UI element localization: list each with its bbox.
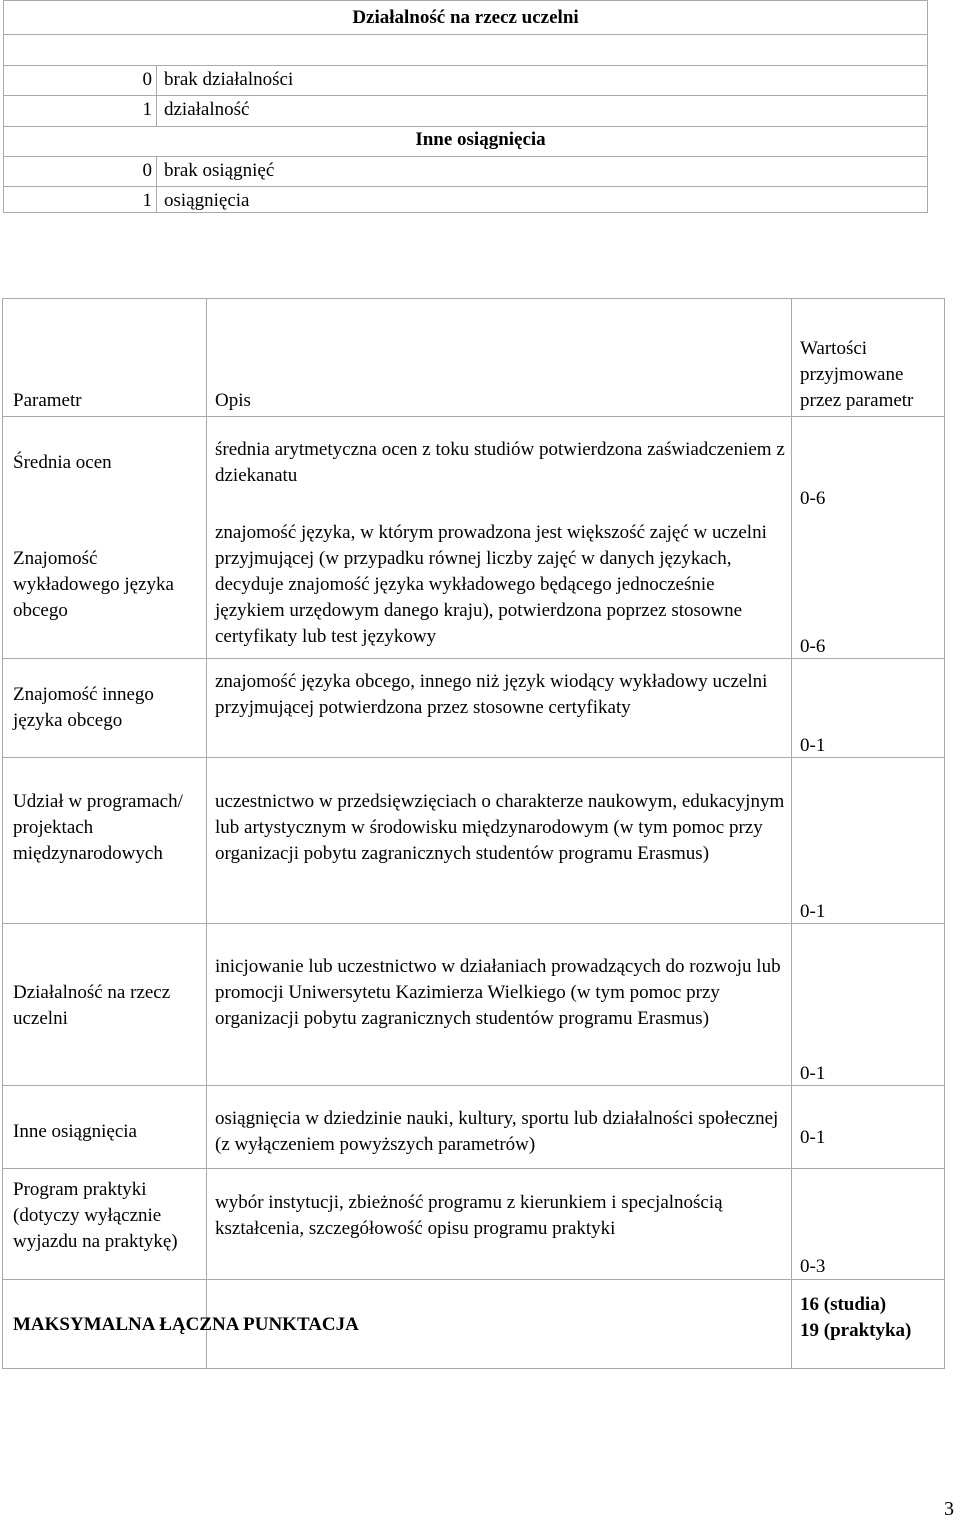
row-value: 0-1	[800, 901, 826, 922]
header-parametr: Parametr	[13, 390, 82, 411]
row-param: Działalność na rzecz uczelni	[13, 982, 171, 1029]
criteria-table	[2, 298, 945, 1369]
summary-value: 1	[142, 190, 152, 211]
row-param: Znajomość innego języka obcego	[13, 684, 154, 731]
header-wartosci: Wartości przyjmowane przez parametr	[800, 338, 914, 411]
summary-label: osiągnięcia	[164, 190, 250, 211]
row-param: Inne osiągnięcia	[13, 1121, 137, 1142]
total-value-studia: 16 (studia)	[800, 1294, 887, 1315]
total-label: MAKSYMALNA ŁĄCZNA PUNKTACJA	[13, 1314, 359, 1335]
summary-value: 0	[142, 69, 152, 90]
row-value: 0-6	[800, 488, 826, 509]
row-value: 0-6	[800, 636, 826, 657]
row-value: 0-1	[800, 1127, 826, 1148]
row-value: 0-3	[800, 1256, 826, 1277]
row-param: Średnia ocen	[13, 452, 112, 473]
summary-table	[3, 0, 928, 213]
row-value: 0-1	[800, 735, 826, 756]
summary-value: 1	[142, 99, 152, 120]
row-param: Udział w programach/ projektach międzynarodowych	[13, 791, 183, 864]
row-desc: wybór instytucji, zbieżność programu z kierunkiem i specjalnością kształcenia, szczegółowość opisu programu praktyki	[215, 1192, 723, 1239]
row-value: 0-1	[800, 1063, 826, 1084]
row-desc: inicjowanie lub uczestnictwo w działaniach prowadzących do rozwoju lub promocji Uniwersytetu Kazimierza Wielkiego (w tym pomoc przy organizacji pobytu zagranicznych studentów programu Erasmus)	[215, 956, 781, 1029]
row-desc: uczestnictwo w przedsięwzięciach o charakterze naukowym, edukacyjnym lub artystycznym w środowisku międzynarodowym (w tym pomoc przy organizacji pobytu zagranicznych studentów programu Erasmus)	[215, 791, 785, 864]
page-number: 3	[944, 1498, 954, 1520]
summary-label: brak działalności	[164, 69, 294, 90]
summary-table-subtitle: Inne osiągnięcia	[415, 129, 546, 150]
row-param: Znajomość wykładowego języka obcego	[13, 548, 174, 621]
summary-label: brak osiągnięć	[164, 160, 275, 181]
summary-label: działalność	[164, 99, 250, 120]
header-opis: Opis	[215, 390, 251, 411]
row-param: Program praktyki (dotyczy wyłącznie wyjazdu na praktykę)	[13, 1179, 178, 1252]
row-desc: znajomość języka obcego, innego niż język wiodący wykładowy uczelni przyjmującej potwierdzona przez stosowne certyfikaty	[215, 671, 768, 718]
row-desc: osiągnięcia w dziedzinie nauki, kultury, sportu lub działalności społecznej (z wyłączeniem powyższych parametrów)	[215, 1108, 779, 1155]
row-desc: średnia arytmetyczna ocen z toku studiów potwierdzona zaświadczeniem z dziekanatu	[215, 439, 785, 486]
total-value-praktyka: 19 (praktyka)	[800, 1320, 912, 1341]
summary-table-title: Działalność na rzecz uczelni	[352, 7, 579, 28]
row-desc: znajomość języka, w którym prowadzona jest większość zajęć w uczelni przyjmującej (w przypadku równej liczby zajęć w danych językach, decyduje znajomość języka wykładowego będącego jednocześnie językiem urzędowym danego kraju), potwierdzona poprzez stosowne certyfikaty lub test językowy	[215, 522, 767, 647]
summary-value: 0	[142, 160, 152, 181]
